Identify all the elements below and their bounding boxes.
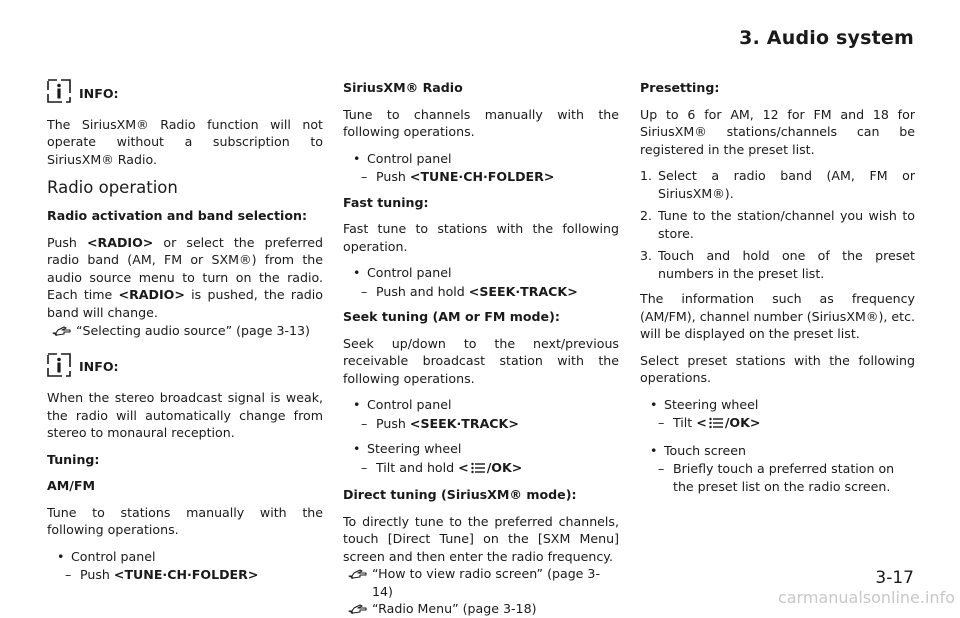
radio-operation-heading: Radio operation: [47, 178, 178, 197]
info-label: INFO:: [79, 359, 119, 374]
activation-text: Push <RADIO> or select the preferred radio band (AM, FM or SXM®) from the audio source menu to turn on the radio. Each time <RADIO> is pushed, the radio band will change.: [47, 234, 324, 320]
list-subitem: – Tilt < /OK>: [640, 414, 915, 434]
dash-icon: –: [658, 461, 665, 476]
reference-hand-icon: [52, 323, 72, 337]
info-box-1: [47, 79, 323, 108]
info-box-2: [47, 353, 323, 382]
preset-info-text: The information such as frequency (AM/FM), channel number (SiriusXM®), etc. will be displayed on the preset list.: [640, 291, 915, 341]
page-reference[interactable]: [343, 600, 619, 618]
menu-list-icon: [709, 416, 723, 434]
step-item: 1. Select a radio band (AM, FM or SiriusXM®).: [640, 168, 915, 201]
list-subitem: – Briefly touch a preferred station on the preset list on the radio screen.: [658, 461, 895, 494]
dash-icon: –: [361, 283, 368, 299]
list-item: • Control panel: [353, 150, 452, 166]
dash-icon: –: [65, 567, 72, 582]
list-subitem: – Push and hold <SEEK·TRACK>: [361, 283, 578, 299]
dash-icon: –: [361, 415, 368, 431]
list-item: • Control panel: [353, 265, 452, 280]
reference-hand-icon: [348, 566, 368, 580]
presetting-heading: Presetting:: [640, 80, 720, 95]
dash-icon: –: [361, 169, 368, 184]
amfm-heading: AM/FM: [47, 478, 96, 493]
reference-hand-icon: [348, 601, 368, 615]
presetting-text: Up to 6 for AM, 12 for FM and 18 for SiriusXM® stations/channels can be registered in the preset list.: [640, 106, 915, 157]
list-item: • Control panel: [353, 397, 452, 412]
seek-tuning-text: Seek up/down to the next/previous receivable broadcast station with the following operations.: [343, 335, 619, 386]
fast-tuning-heading: Fast tuning:: [343, 194, 429, 210]
list-subitem: – Push <SEEK·TRACK>: [361, 415, 519, 431]
list-item: • Steering wheel: [650, 396, 759, 412]
direct-tuning-text: To directly tune to the preferred channels, touch [Direct Tune] on the [SXM Menu] screen and then enter the radio frequency.: [343, 513, 619, 564]
list-subitem: – Push <TUNE·CH·FOLDER>: [361, 169, 555, 184]
bullet-icon: •: [650, 396, 658, 412]
column-middle: [343, 79, 619, 618]
list-item: • Control panel: [57, 548, 156, 564]
bullet-icon: •: [353, 265, 361, 280]
step-item: 3. Touch and hold one of the preset numbers in the preset list.: [640, 248, 915, 281]
bullet-icon: •: [353, 150, 361, 166]
dash-icon: –: [658, 415, 665, 430]
fast-tuning-text: Fast tune to stations with the following operation.: [343, 221, 619, 254]
reference-text: “Selecting audio source” (page 3-13): [76, 323, 310, 338]
list-item: • Steering wheel: [353, 441, 462, 456]
bullet-icon: •: [650, 442, 658, 458]
siriusxm-text: Tune to channels manually with the following operations.: [343, 106, 619, 139]
dash-icon: –: [361, 459, 368, 475]
reference-text: “Radio Menu” (page 3-18): [372, 601, 537, 616]
siriusxm-heading: SiriusXM® Radio: [343, 80, 463, 95]
watermark: carmanualsonline.info: [777, 588, 955, 607]
list-item: • Touch screen: [650, 442, 747, 458]
info-icon: [47, 79, 71, 108]
preset-select-text: Select preset stations with the following operations.: [640, 352, 915, 385]
reference-text: “How to view radio screen” (page 3-14): [372, 566, 600, 599]
list-subitem: – Tilt and hold < /OK>: [343, 459, 619, 479]
page-reference[interactable]: [343, 565, 619, 600]
page-number: 3-17: [875, 568, 914, 588]
step-item: 2. Tune to the station/channel you wish to store.: [640, 208, 915, 241]
seek-tuning-heading: Seek tuning (AM or FM mode):: [343, 309, 560, 324]
bullet-icon: •: [353, 397, 361, 412]
tuning-heading: Tuning:: [47, 451, 100, 467]
list-subitem: – Push <TUNE·CH·FOLDER>: [65, 567, 259, 582]
menu-list-icon: [471, 461, 485, 479]
bullet-icon: •: [353, 441, 361, 456]
amfm-text: Tune to stations manually with the following operations.: [47, 504, 323, 537]
page-reference[interactable]: [47, 322, 323, 340]
column-right: [640, 79, 915, 503]
bullet-icon: •: [57, 548, 65, 564]
activation-heading: Radio activation and band selection:: [47, 208, 308, 223]
column-left: [47, 79, 323, 592]
info-icon: [47, 353, 71, 382]
info-text: When the stereo broadcast signal is weak, the radio will automatically change from stereo to monaural reception.: [47, 390, 323, 440]
info-text: The SiriusXM® Radio function will not operate without a subscription to SiriusXM® Radio.: [47, 116, 323, 167]
section-title: 3. Audio system: [739, 27, 914, 49]
info-label: INFO:: [79, 85, 119, 101]
direct-tuning-heading: Direct tuning (SiriusXM® mode):: [343, 487, 577, 502]
